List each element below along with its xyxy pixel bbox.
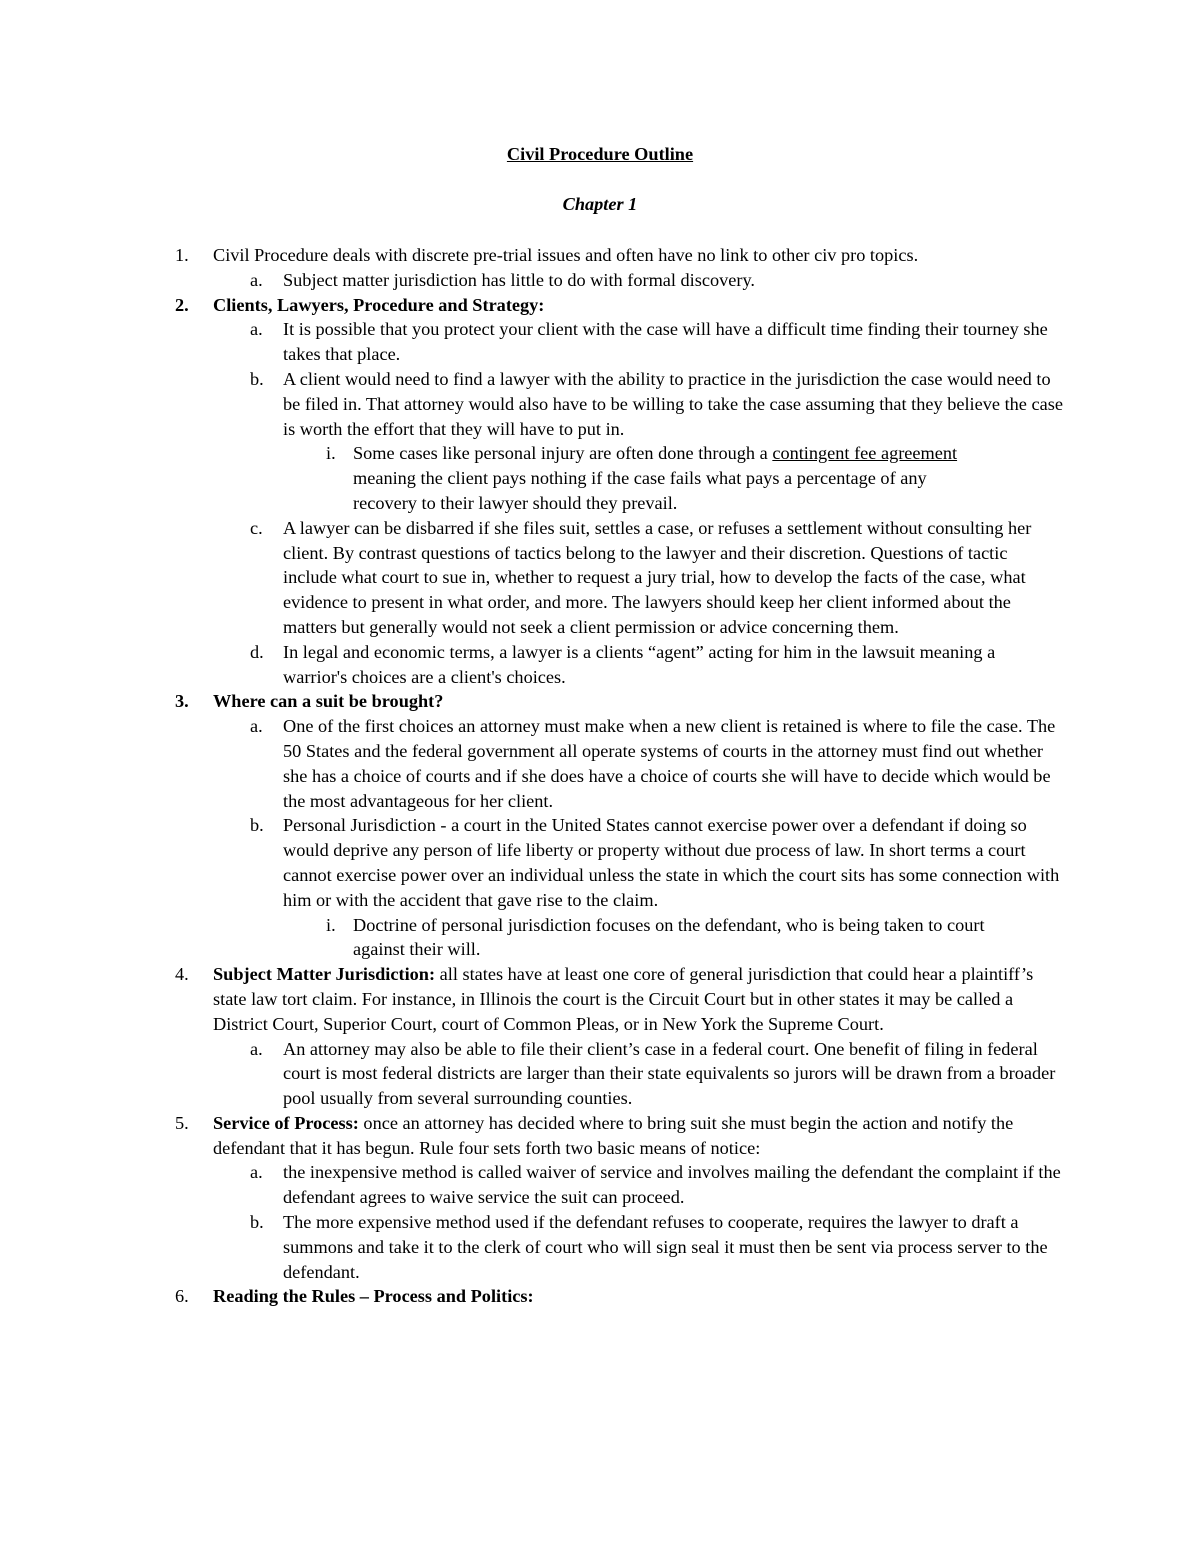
outline-list (0, 243, 1200, 1309)
outline-item-6 (0, 1284, 1063, 1309)
item-text: meaning the client pays nothing if the case fails what pays a percentage of any recovery to their lawyer should they prevail. (353, 468, 927, 513)
outline-item-2b (0, 367, 1063, 441)
outline-item-2c (0, 516, 1063, 640)
chapter-heading: Chapter 1 (562, 194, 638, 214)
item-number: 5. (175, 1112, 189, 1133)
item-letter: a. (250, 319, 263, 340)
outline-item-2a (0, 317, 1063, 367)
section-heading: Where can a suit be brought? (213, 691, 444, 712)
item-text: Personal Jurisdiction - a court in the United States cannot exercise power over a defendant if doing so would deprive any person of life liberty or property without due process of law. In short terms a court cannot exercise power over an individual unless the state in which the court sits has some connection with him or with the accident that gave rise to the claim. (283, 815, 1060, 910)
outline-item-4a (0, 1037, 1063, 1111)
item-text: The more expensive method used if the defendant refuses to cooperate, requires the lawyer to draft a summons and take it to the clerk of court who will sign seal it must then be sent via process server to the defendant. (283, 1212, 1048, 1282)
outline-item-2b-i (0, 441, 993, 515)
section-heading: Clients, Lawyers, Procedure and Strategy: (213, 294, 545, 315)
outline-item-4 (0, 962, 1063, 1036)
section-heading: Subject Matter Jurisdiction: (213, 964, 436, 985)
item-text: It is possible that you protect your client with the case will have a difficult time finding their tourney she takes that place. (283, 319, 1048, 365)
item-text: Doctrine of personal jurisdiction focuses on the defendant, who is being taken to court against their will. (353, 914, 985, 960)
item-text: A client would need to find a lawyer with the ability to practice in the jurisdiction the case would need to be filed in. That attorney would also have to be willing to take the case assuming that they believe the case is worth the effort that they will have to put in. (283, 368, 1063, 439)
outline-item-2d (0, 640, 1063, 690)
outline-item-5 (0, 1111, 1063, 1161)
item-text: Some cases like personal injury are often done through a (353, 443, 773, 464)
item-text: One of the first choices an attorney must make when a new client is retained is where to file the case. The 50 States and the federal government all operate systems of courts in the attorney must find out whether she has a choice of courts and if she does have a choice of courts she will have to decide which would be the most advantageous for her client. (283, 716, 1056, 811)
item-text: the inexpensive method is called waiver of service and involves mailing the defendant the complaint if the defendant agrees to waive service the suit can proceed. (283, 1162, 1061, 1208)
outline-item-5b (0, 1210, 1063, 1284)
item-text: In legal and economic terms, a lawyer is a clients “agent” acting for him in the lawsuit meaning a warrior's choices are a client's choices. (283, 641, 996, 687)
section-heading: Service of Process: (213, 1112, 359, 1133)
item-letter: b. (250, 368, 264, 389)
item-letter: a. (250, 1162, 263, 1183)
underlined-term: contingent fee agreement (772, 443, 958, 464)
item-letter: a. (250, 1038, 263, 1059)
item-number: 2. (175, 294, 189, 315)
outline-item-3a (0, 714, 1063, 813)
item-text: once an attorney has decided where to bring suit she must begin the action and notify the defendant that it has begun. Rule four sets forth two basic means of notice: (213, 1112, 1014, 1158)
item-text: Subject matter jurisdiction has little to do with formal discovery. (283, 269, 756, 290)
item-number: 4. (175, 964, 189, 985)
outline-item-1a (0, 268, 1063, 293)
item-letter: a. (250, 269, 263, 290)
outline-item-3b-i (0, 913, 993, 963)
outline-item-2 (0, 293, 1063, 318)
item-letter: c. (250, 517, 263, 538)
item-text: all states have at least one core of general jurisdiction that could hear a plaintiff’s state law tort claim. For instance, in Illinois the court is the Circuit Court but in other states it may be called a District Court, Superior Court, court of Common Pleas, or in New York the Supreme Court. (213, 964, 1034, 1034)
document-title: Civil Procedure Outline (506, 144, 694, 164)
item-number: 1. (175, 245, 189, 265)
item-number: 3. (175, 691, 189, 712)
item-roman: i. (326, 914, 336, 935)
item-roman: i. (326, 443, 336, 464)
outline-item-1 (0, 243, 1063, 268)
item-number: 6. (175, 1286, 189, 1307)
section-heading: Reading the Rules – Process and Politics: (213, 1286, 534, 1307)
item-text: Civil Procedure deals with discrete pre-trial issues and often have no link to other civ pro topics. (213, 245, 919, 265)
item-letter: a. (250, 716, 263, 737)
item-text: An attorney may also be able to file their client’s case in a federal court. One benefit of filing in federal court is most federal districts are larger than their state equivalents so jurors will be drawn from a broader pool usually from several surrounding counties. (283, 1038, 1056, 1109)
item-letter: d. (250, 641, 264, 662)
outline-item-3 (0, 689, 1063, 714)
item-letter: b. (250, 1212, 264, 1233)
outline-item-5a (0, 1160, 1063, 1210)
item-text: A lawyer can be disbarred if she files suit, settles a case, or refuses a settlement without consulting her client. By contrast questions of tactics belong to the lawyer and their discretion. Questions of tactic include what court to sue in, whether to request a jury trial, how to develop the facts of the case, what evidence to present in what order, and more. The lawyers should keep her client informed about the matters but generally would not seek a client permission or advice concerning them. (283, 517, 1032, 637)
item-letter: b. (250, 815, 264, 836)
outline-item-3b (0, 813, 1063, 912)
